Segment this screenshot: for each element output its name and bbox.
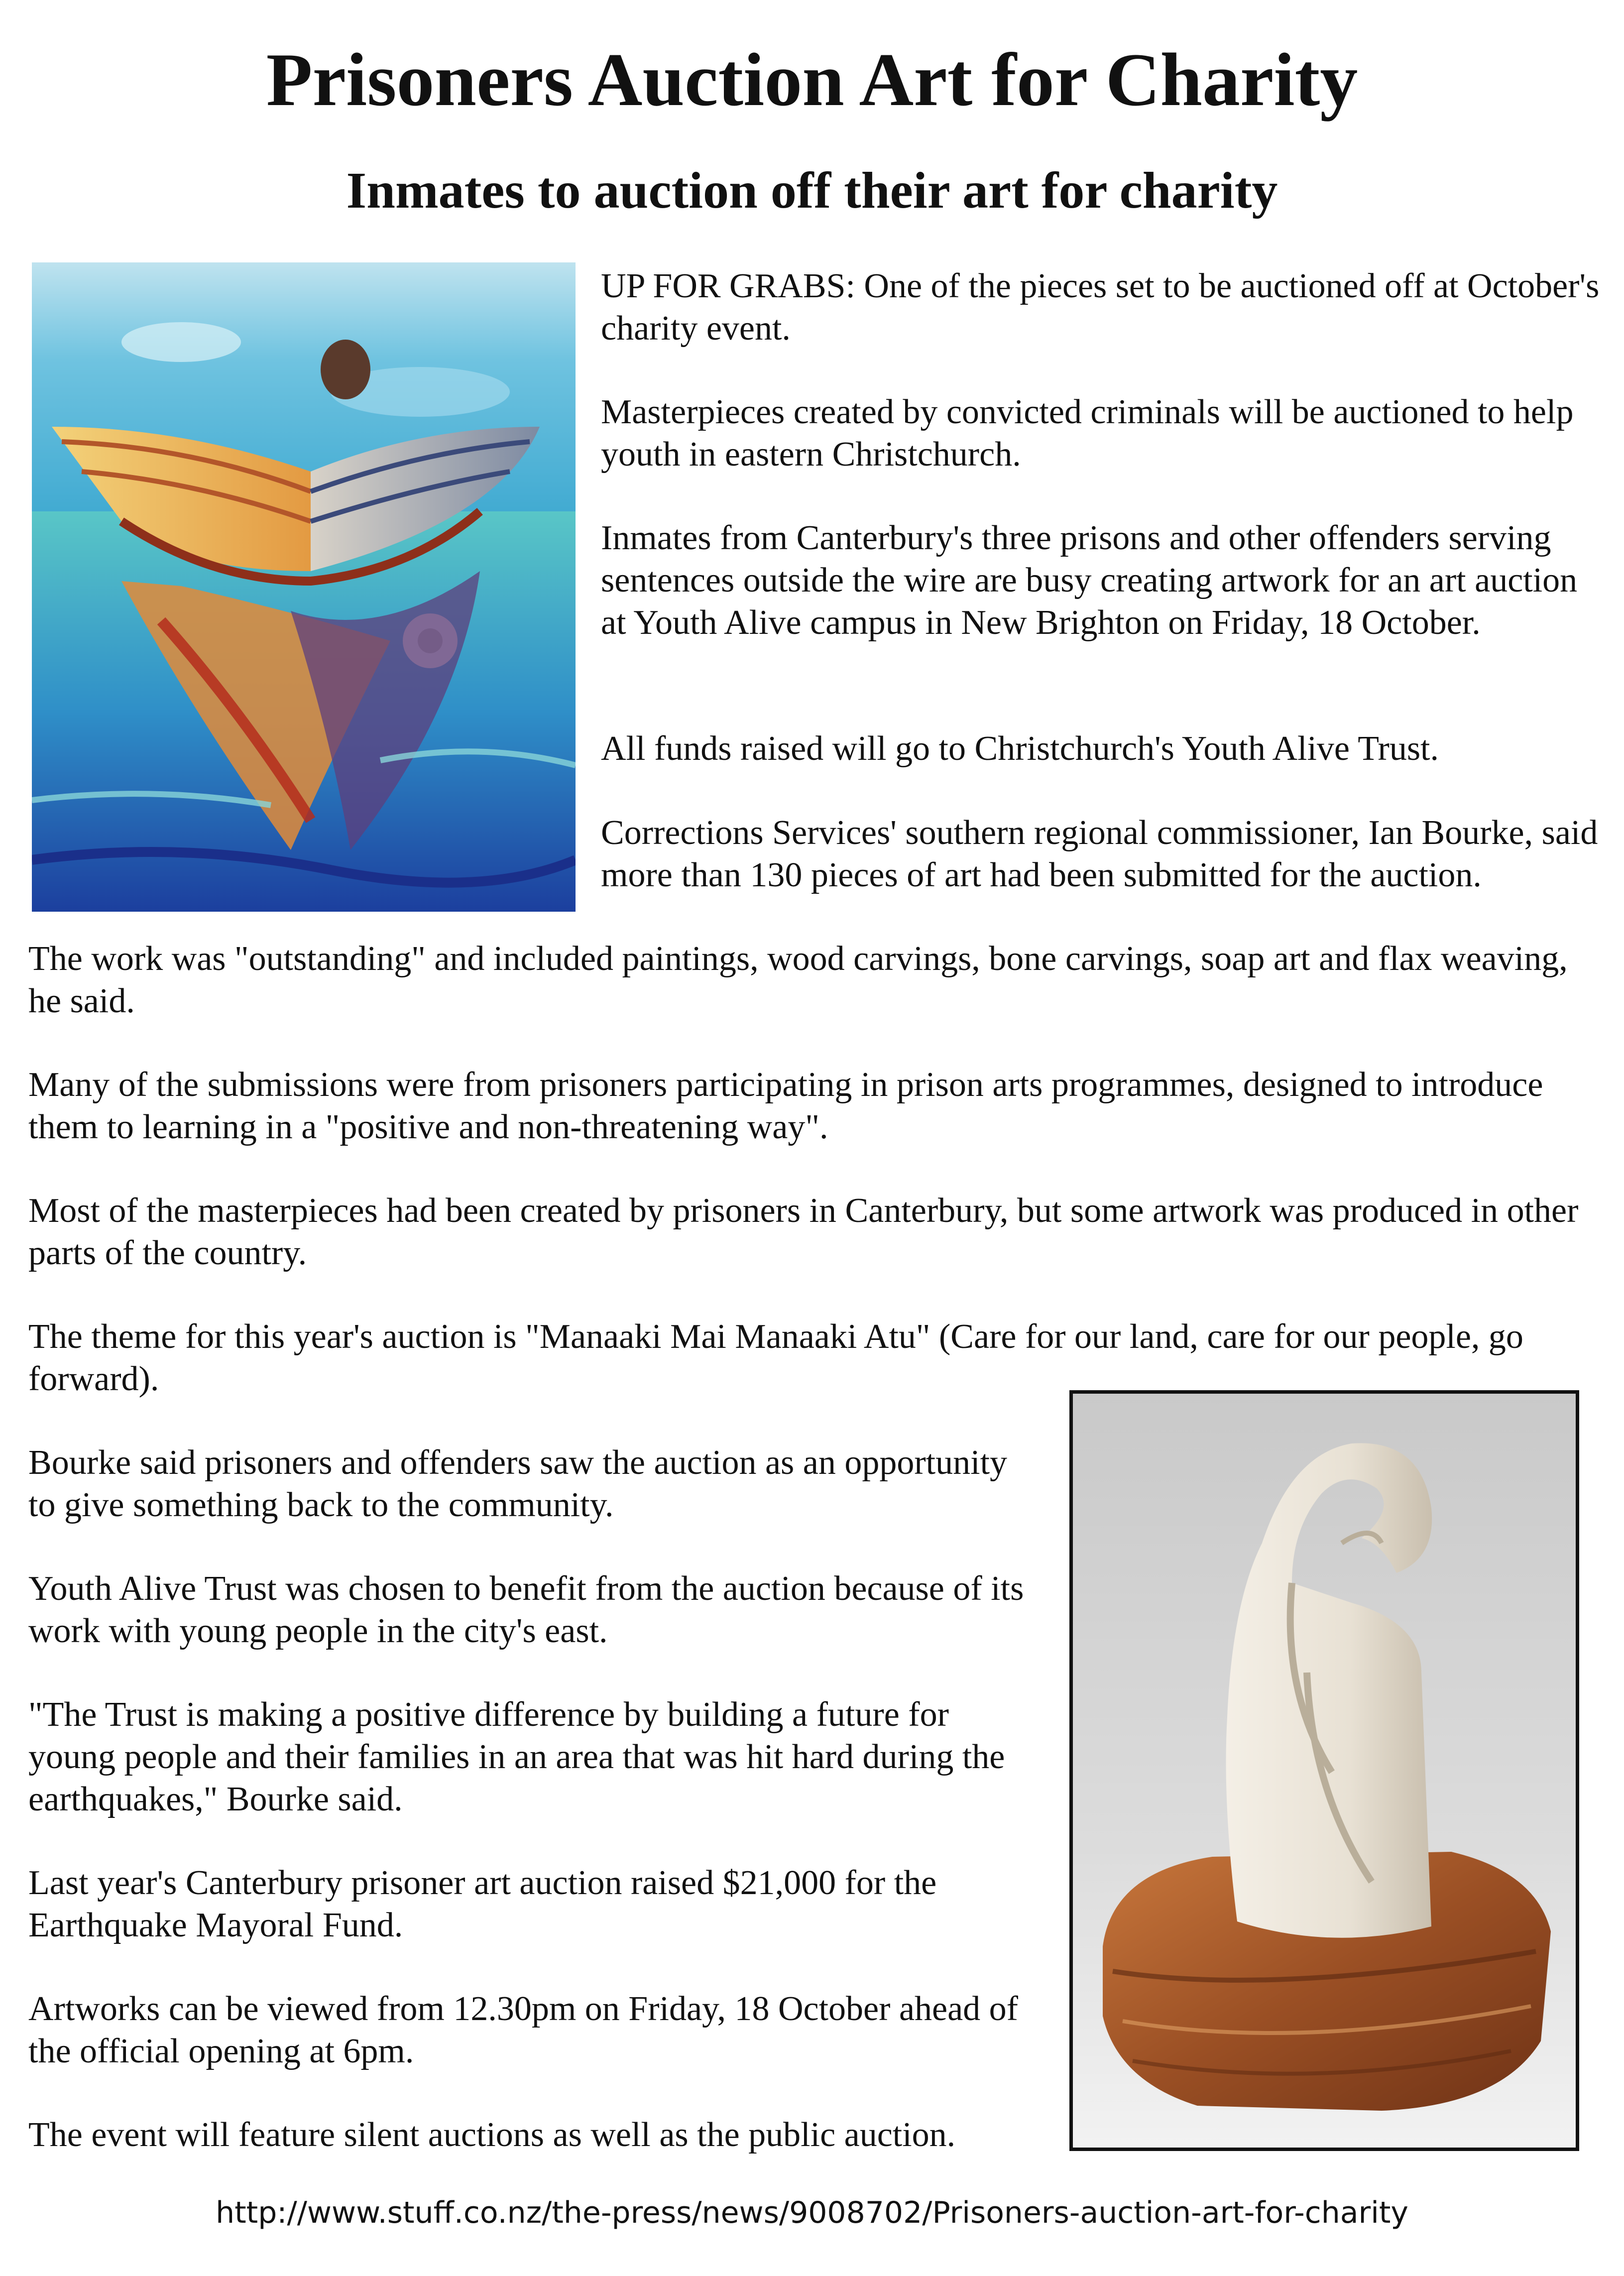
source-url[interactable]: http://www.stuff.co.nz/the-press/news/9008702/Prisoners-auction-art-for-charity	[216, 2195, 1408, 2230]
boat-painting-image	[32, 262, 576, 912]
article-paragraph: All funds raised will go to Christchurch's Youth Alive Trust.	[601, 729, 1439, 768]
article-paragraph: Masterpieces created by convicted criminals will be auctioned to help youth in eastern Christchurch.	[601, 393, 1574, 474]
article-paragraph: Most of the masterpieces had been created by prisoners in Canterbury, but some artwork was produced in other parts of the country.	[28, 1192, 1579, 1272]
article-paragraph: Many of the submissions were from prisoners participating in prison arts programmes, designed to introduce them to learning in a "positive and non-threatening way".	[28, 1066, 1543, 1146]
subheadline: Inmates to auction off their art for charity	[346, 162, 1278, 219]
article-paragraph: "The Trust is making a positive difference by building a future for young people and their families in an area that was hit hard during the earthquakes," Bourke said.	[28, 1695, 1005, 1818]
article-paragraph: Bourke said prisoners and offenders saw the auction as an opportunity to give something back to the community.	[28, 1443, 1008, 1524]
article-paragraph: Artworks can be viewed from 12.30pm on Friday, 18 October ahead of the official opening at 6pm.	[28, 1990, 1018, 2070]
stone-sculpture-image	[1069, 1390, 1579, 2151]
article-paragraph: Last year's Canterbury prisoner art auction raised $21,000 for the Earthquake Mayoral Fund.	[28, 1864, 937, 1944]
article-paragraph: Corrections Services' southern regional commissioner, Ian Bourke, said more than 130 pieces of art had been submitted for the auction.	[601, 814, 1598, 894]
article-paragraph: The theme for this year's auction is "Manaaki Mai Manaaki Atu" (Care for our land, care for our people, go forward).	[28, 1318, 1523, 1398]
image-caption: UP FOR GRABS: One of the pieces set to be auctioned off at October's charity event.	[601, 267, 1600, 348]
article-paragraph: Youth Alive Trust was chosen to benefit from the auction because of its work with young people in the city's east.	[28, 1569, 1024, 1650]
article-paragraph: The event will feature silent auctions as well as the public auction.	[28, 2116, 956, 2154]
article-paragraph: Inmates from Canterbury's three prisons and other offenders serving sentences outside the wire are busy creating artwork for an art auction at Youth Alive campus in New Brighton on Friday, 18 October.	[601, 519, 1578, 642]
article-paragraph: The work was "outstanding" and included paintings, wood carvings, bone carvings, soap art and flax weaving, he said.	[28, 940, 1568, 1020]
headline: Prisoners Auction Art for Charity	[266, 38, 1358, 121]
